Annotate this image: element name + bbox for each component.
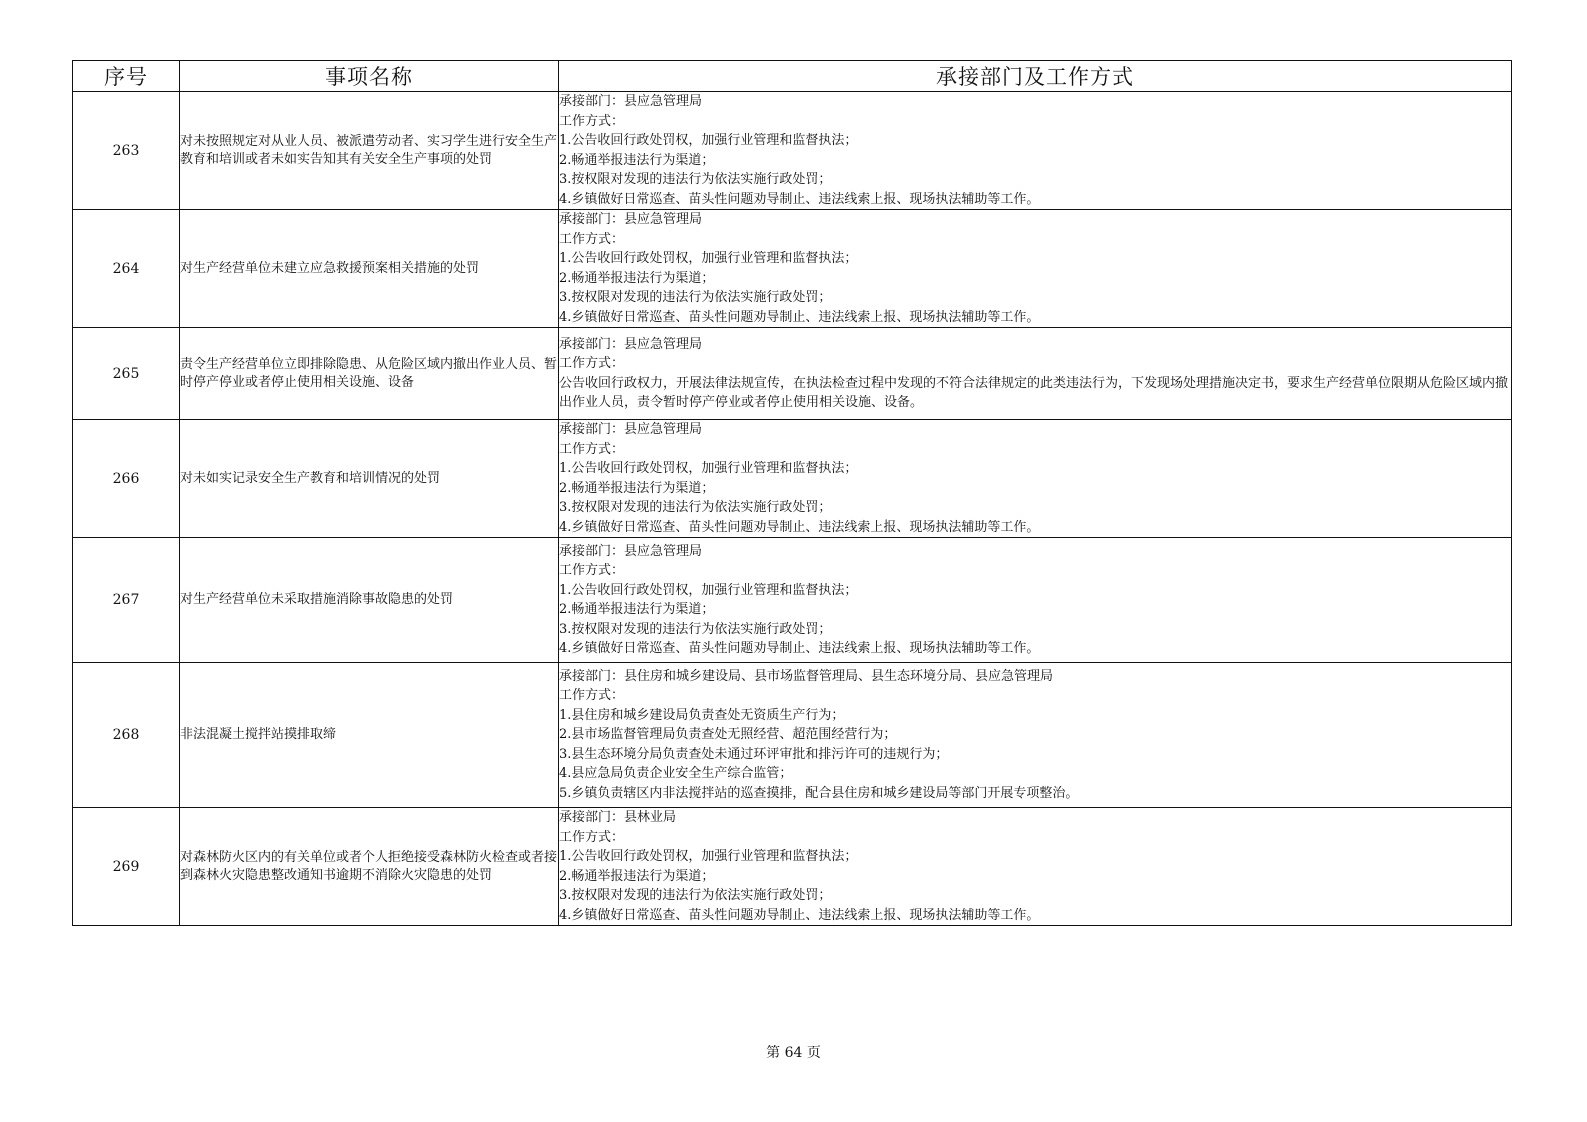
table-row (73, 808, 1512, 926)
dept-line: 2.畅通举报违法行为渠道； (559, 152, 715, 168)
dept-line: 1.公告收回行政处罚权，加强行业管理和监督执法； (559, 251, 858, 266)
table-row (73, 420, 1512, 538)
row-department-method (559, 328, 1512, 420)
table-header-row (73, 61, 1512, 92)
row-serial-number: 264 (73, 210, 180, 328)
row-item-name: 对生产经营单位未采取措施消除事故隐患的处罚 (180, 538, 559, 663)
dept-line: 承接部门：县应急管理局 (559, 212, 703, 227)
table-row (73, 538, 1512, 663)
dept-line: 工作方式： (559, 829, 625, 845)
dept-line: 3.县生态环境分局负责查处未通过环评审批和排污许可的违规行为； (559, 746, 949, 762)
dept-line: 工作方式： (559, 688, 625, 704)
row-department-method (559, 92, 1512, 210)
row-department-method (559, 420, 1512, 538)
dept-line: 1.公告收回行政处罚权，加强行业管理和监督执法； (559, 849, 858, 864)
dept-line: 承接部门：县应急管理局 (559, 543, 703, 559)
dept-line: 3.按权限对发现的违法行为依法实施行政处罚； (559, 172, 832, 187)
dept-line: 公告收回行政权力，开展法律法规宣传，在执法检查过程中发现的不符合法律规定的此类违法行为，下发现场处理措施决定书，要求生产经营单位限期从危险区域内撤出作业人员，责令暂时停产停业或者停止使用相关设施、设备。 (559, 375, 1509, 410)
dept-line: 4.乡镇做好日常巡查、苗头性问题劝导制止、违法线索上报、现场执法辅助等工作。 (559, 519, 1040, 535)
row-serial-number: 263 (73, 92, 180, 210)
row-serial-number: 268 (73, 663, 180, 808)
dept-line: 4.县应急局负责企业安全生产综合监管； (559, 766, 793, 782)
dept-line: 1.公告收回行政处罚权，加强行业管理和监督执法； (559, 582, 858, 598)
row-item-name: 非法混凝土搅拌站摸排取缔 (180, 663, 559, 808)
table-body (73, 92, 1512, 926)
dept-line: 工作方式： (559, 231, 625, 247)
row-item-name: 对森林防火区内的有关单位或者个人拒绝接受森林防火检查或者接到森林火灾隐患整改通知书逾期不消除火灾隐患的处罚 (180, 808, 559, 926)
dept-line: 4.乡镇做好日常巡查、苗头性问题劝导制止、违法线索上报、现场执法辅助等工作。 (559, 641, 1040, 656)
row-department-method (559, 210, 1512, 328)
dept-line: 5.乡镇负责辖区内非法搅拌站的巡查摸排，配合县住房和城乡建设局等部门开展专项整治。 (559, 785, 1079, 801)
dept-line: 2.畅通举报违法行为渠道； (559, 868, 715, 884)
matters-table (72, 60, 1512, 926)
table-row (73, 210, 1512, 328)
row-serial-number: 265 (73, 328, 180, 420)
dept-line: 2.畅通举报违法行为渠道； (559, 602, 715, 617)
dept-line: 4.乡镇做好日常巡查、苗头性问题劝导制止、违法线索上报、现场执法辅助等工作。 (559, 309, 1040, 325)
row-serial-number: 267 (73, 538, 180, 663)
page-number: 第 64 页 (766, 1045, 821, 1061)
dept-line: 1.公告收回行政处罚权，加强行业管理和监督执法； (559, 461, 858, 476)
row-serial-number: 266 (73, 420, 180, 538)
dept-line: 4.乡镇做好日常巡查、苗头性问题劝导制止、违法线索上报、现场执法辅助等工作。 (559, 191, 1040, 207)
dept-line: 3.按权限对发现的违法行为依法实施行政处罚； (559, 888, 832, 903)
dept-line: 承接部门：县住房和城乡建设局、县市场监督管理局、县生态环境分局、县应急管理局 (559, 668, 1054, 684)
dept-line: 2.县市场监督管理局负责查处无照经营、超范围经营行为； (559, 727, 897, 743)
row-item-name: 对未按照规定对从业人员、被派遣劳动者、实习学生进行安全生产教育和培训或者未如实告知其有关安全生产事项的处罚 (180, 92, 559, 210)
row-department-method (559, 808, 1512, 926)
header-serial-number: 序号 (73, 61, 180, 92)
dept-line: 承接部门：县应急管理局 (559, 336, 703, 352)
dept-line: 2.畅通举报违法行为渠道； (559, 480, 715, 496)
dept-line: 工作方式： (559, 113, 625, 129)
table-row (73, 328, 1512, 420)
row-item-name: 责令生产经营单位立即排除隐患、从危险区域内撤出作业人员、暂时停产停业或者停止使用相关设施、设备 (180, 328, 559, 420)
dept-line: 工作方式： (559, 441, 625, 457)
dept-line: 4.乡镇做好日常巡查、苗头性问题劝导制止、违法线索上报、现场执法辅助等工作。 (559, 907, 1040, 923)
dept-line: 3.按权限对发现的违法行为依法实施行政处罚； (559, 621, 832, 637)
dept-line: 1.公告收回行政处罚权，加强行业管理和监督执法； (559, 133, 858, 148)
row-department-method (559, 538, 1512, 663)
dept-line: 3.按权限对发现的违法行为依法实施行政处罚； (559, 500, 832, 515)
row-item-name: 对生产经营单位未建立应急救援预案相关措施的处罚 (180, 210, 559, 328)
header-item-name: 事项名称 (180, 61, 559, 92)
table-row (73, 92, 1512, 210)
dept-line: 承接部门：县应急管理局 (559, 94, 703, 109)
dept-line: 工作方式： (559, 563, 625, 578)
dept-line: 承接部门：县林业局 (559, 810, 677, 825)
row-item-name: 对未如实记录安全生产教育和培训情况的处罚 (180, 420, 559, 538)
dept-line: 工作方式： (559, 356, 625, 371)
dept-line: 2.畅通举报违法行为渠道； (559, 270, 715, 286)
dept-line: 承接部门：县应急管理局 (559, 422, 703, 437)
header-department-method: 承接部门及工作方式 (559, 61, 1512, 92)
row-department-method (559, 663, 1512, 808)
row-serial-number: 269 (73, 808, 180, 926)
dept-line: 1.县住房和城乡建设局负责查处无资质生产行为； (559, 707, 845, 723)
dept-line: 3.按权限对发现的违法行为依法实施行政处罚； (559, 290, 832, 305)
table-row (73, 663, 1512, 808)
